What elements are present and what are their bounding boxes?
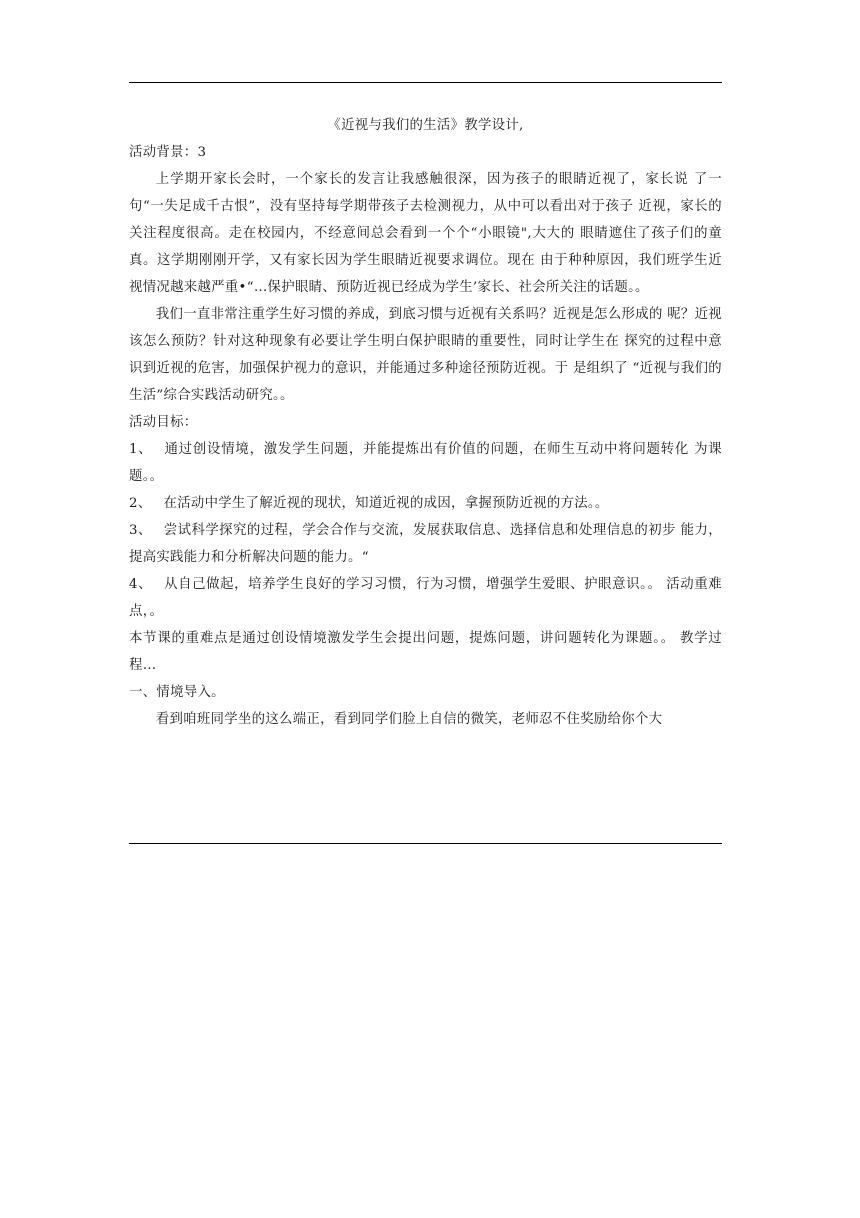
header-rule — [129, 82, 722, 83]
goal-text: 在活动中学生了解近视的现状，知道近视的成因，拿握预防近视的方法。。 — [163, 496, 609, 511]
goal-number: 3、 — [129, 523, 152, 538]
goal-text: 从自己做起，培养学生良好的学习习惯，行为习惯，增强学生爱眼、护眼意识。。 活动重难点，。 — [129, 577, 722, 619]
section-1-paragraph: 看到咱班同学坐的这么端正，看到同学们脸上自信的微笑，老师忍不住奖励给你个大 — [155, 712, 663, 727]
goal-item-4 — [129, 571, 722, 625]
goal-number: 4、 — [129, 577, 153, 592]
goal-number: 2、 — [129, 496, 152, 511]
goal-item-2 — [129, 490, 722, 517]
goal-number: 1、 — [129, 442, 153, 457]
background-paragraph-2: 我们一直非常注重学生好习惯的养成，到底习惯与近视有关系吗？近视是怎么形成的 呢？近视该怎么预防？针对这种现象有必要让学生明白保护眼睛的重要性，同时让学生在 探究的过程中意识到近视的危害，加强保护视力的意识，并能通过多种途径预防近视。于 是组织了 “近视与我们的生活”综合实践活动研究。。 — [129, 307, 722, 403]
goal-text: 尝试科学探究的过程，学会合作与交流，发展获取信息、选择信息和处理信息的初步 能力，提高实践能力和分析解决问题的能力。“ — [129, 523, 722, 565]
goal-text: 通过创设情境，激发学生问题，并能提炼出有价值的问题，在师生互动中将问题转化 为课题。。 — [129, 442, 722, 484]
goal-item-1 — [129, 436, 722, 490]
background-heading: 活动背景：3 — [129, 145, 207, 160]
document-body — [129, 112, 722, 733]
key-points-paragraph: 本节课的重难点是通过创设情境激发学生会提出问题，提炼问题，讲问题转化为课题。。 教学过程… — [129, 631, 722, 673]
section-1-heading: 一、情境导入。 — [129, 685, 225, 700]
background-paragraph-1: 上学期开家长会时，一个家长的发言让我感触很深，因为孩子的眼睛近视了，家长说 了一句“一失足成千古恨”，没有坚持每学期带孩子去检测视力，从中可以看出对于孩子 近视，家长的关注程度很高。走在校园内，不经意间总会看到一个个“小眼镜",大大的 眼睛遮住了孩子们的童真。这学期刚刚开学，又有家长因为学生眼睛近视要求调位。现在 由于种种原因，我们班学生近视情况越来越严重•“…保护眼睛、预防近视已经成为学生’家长、社会所关注的话题。。 — [129, 172, 722, 295]
document-title: 《近视与我们的生活》教学设计, — [327, 118, 524, 133]
goal-item-3 — [129, 517, 722, 571]
footer-rule — [129, 843, 722, 844]
goals-heading: 活动目标： — [129, 415, 198, 430]
